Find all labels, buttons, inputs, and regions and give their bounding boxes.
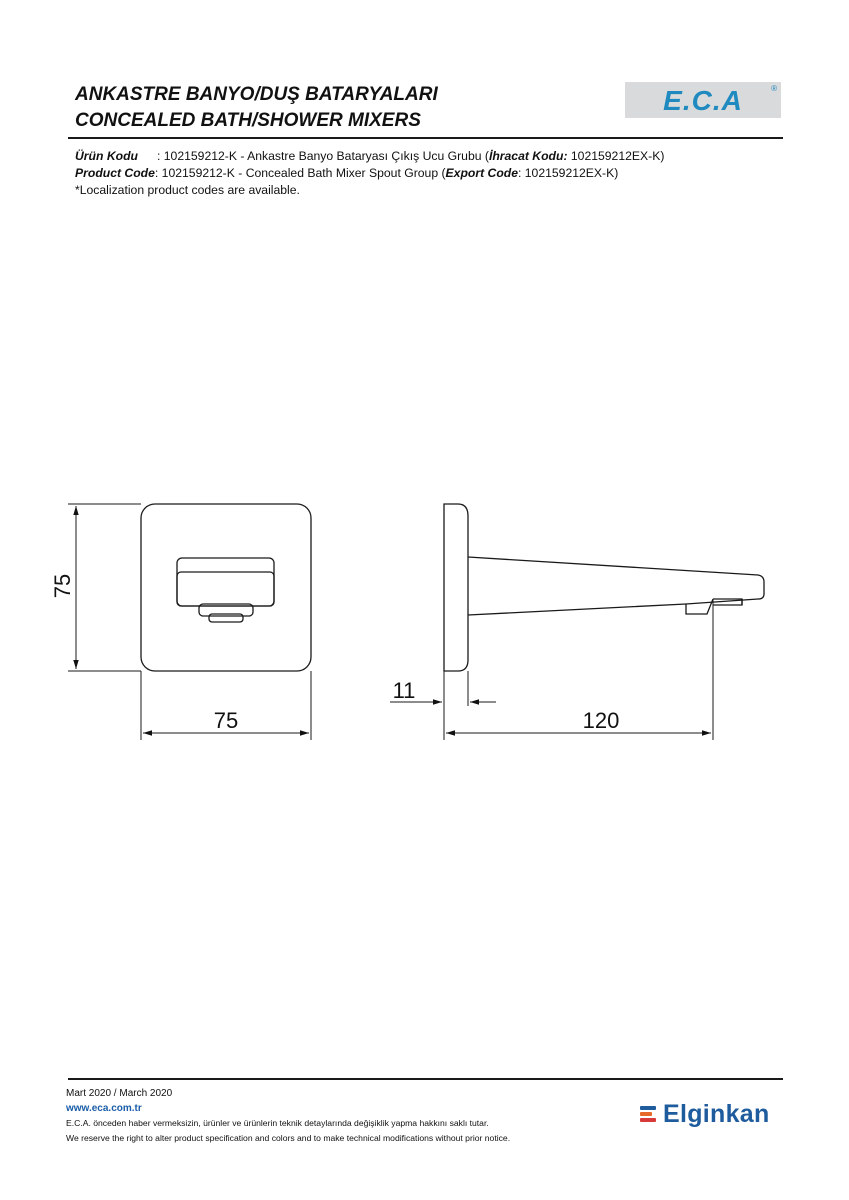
side-dimensions: [390, 599, 713, 740]
side-spout-body: [468, 557, 764, 615]
en-code-text: : 102159212-K - Concealed Bath Mixer Spout Group (: [154, 166, 446, 180]
front-aerator-tip: [209, 614, 243, 622]
eca-logo-text: E.C.A: [663, 85, 743, 116]
elginkan-logo-mark: [640, 1104, 656, 1124]
side-wall-plate: [444, 504, 468, 671]
en-code-label: Product Code: [75, 166, 155, 180]
footer: [66, 1086, 510, 1146]
tr-export-value: 102159212EX-K): [567, 149, 665, 163]
tr-code-sep: :: [157, 149, 164, 163]
side-view: [444, 504, 764, 671]
elginkan-logo: [640, 1097, 770, 1131]
footer-rule: [68, 1078, 783, 1080]
dim-side-length: 120: [582, 708, 620, 733]
footer-url-link[interactable]: www.eca.com.tr: [66, 1103, 142, 1114]
dim-side-plate: 11: [392, 678, 416, 703]
footer-date: Mart 2020 / March 2020: [66, 1088, 173, 1099]
tr-code-label: Ürün Kodu: [75, 149, 138, 163]
front-spout-inner: [177, 572, 274, 606]
en-export-value: : 102159212EX-K): [518, 166, 619, 180]
dim-front-width: 75: [213, 708, 239, 733]
front-view: [141, 504, 311, 671]
front-wall-plate: [141, 504, 311, 671]
front-spout-face: [177, 558, 274, 606]
en-export-label: Export Code: [445, 166, 518, 180]
footer-disclaimer-tr: E.C.A. önceden haber vermeksizin, ürünler ve ürünlerin teknik detaylarında değişiklik yapma hakkını saklı tutar.: [66, 1118, 489, 1128]
side-aerator: [686, 599, 713, 614]
title-english: CONCEALED BATH/SHOWER MIXERS: [75, 110, 421, 131]
localization-note: *Localization product codes are available.: [75, 183, 300, 197]
front-dimensions: [68, 504, 311, 740]
registered-mark: ®: [771, 84, 777, 93]
tr-export-label: İhracat Kodu:: [488, 149, 568, 163]
tr-code-text: 102159212-K - Ankastre Banyo Bataryası Çıkış Ucu Grubu (: [163, 149, 489, 163]
footer-disclaimer-en: We reserve the right to alter product specification and colors and to make technical modifications without prior notice.: [66, 1133, 511, 1143]
elginkan-logo-text: Elginkan: [663, 1099, 770, 1128]
dim-front-height: 75: [50, 573, 75, 599]
title-turkish: ANKASTRE BANYO/DUŞ BATARYALARI: [75, 84, 438, 105]
